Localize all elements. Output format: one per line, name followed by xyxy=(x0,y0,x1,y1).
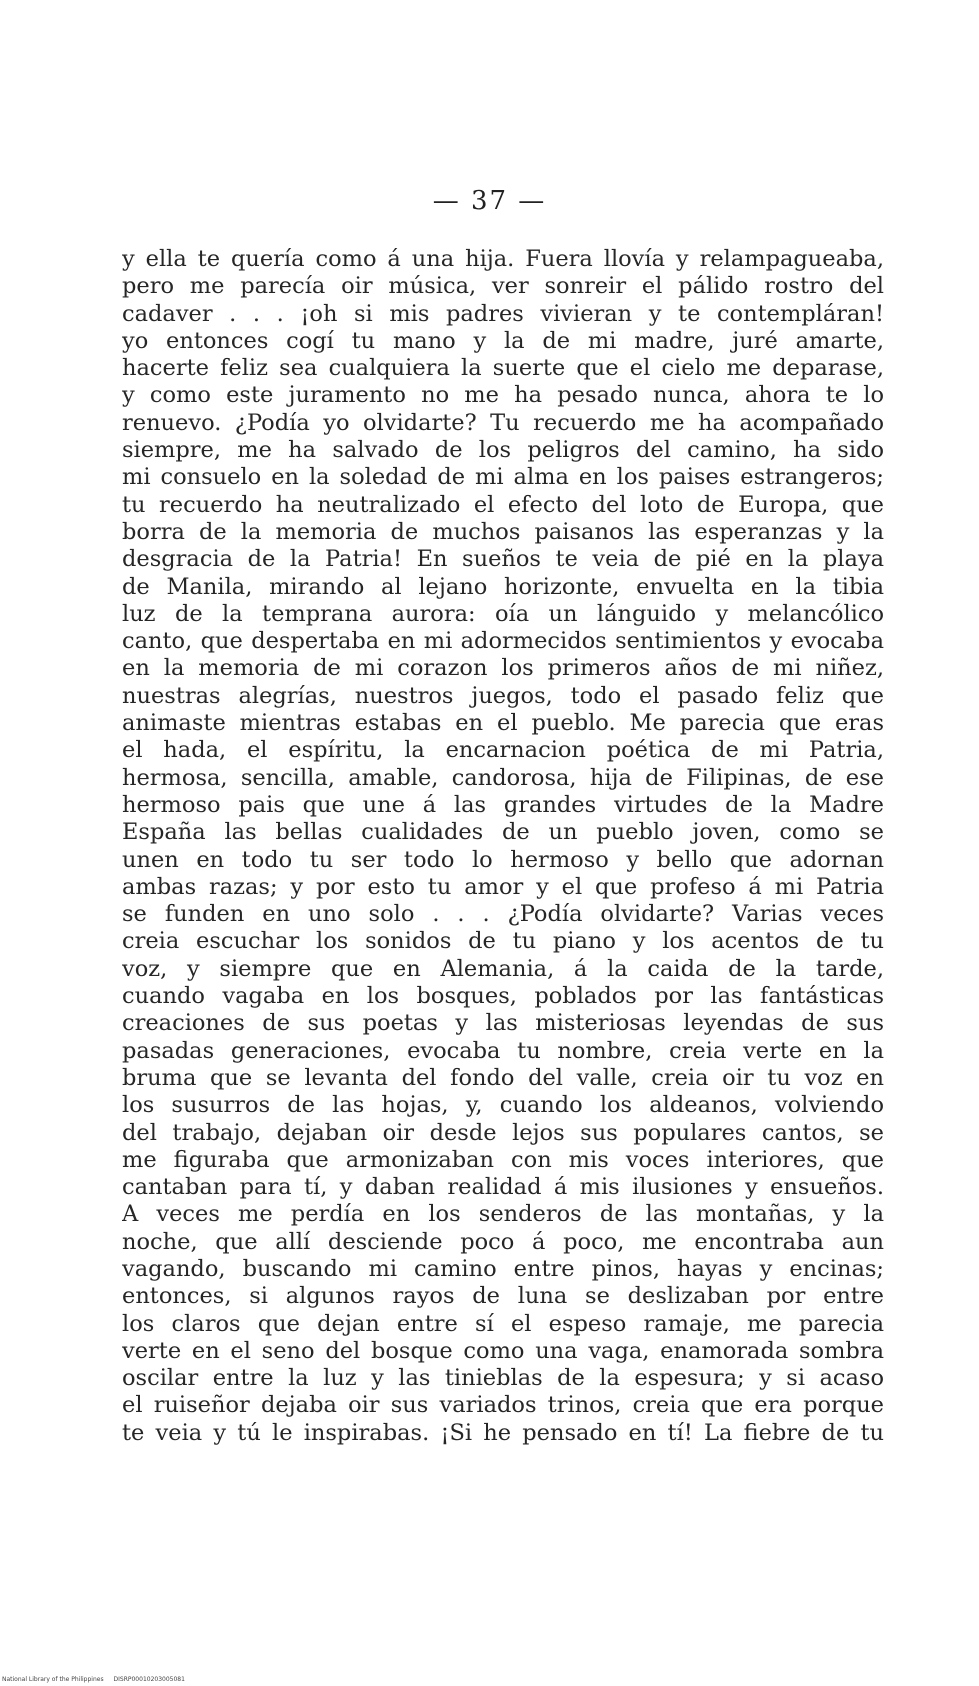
text-line: yo entonces cogí tu mano y la de mi madre, juré amarte, xyxy=(122,327,884,354)
text-line: mi consuelo en la soledad de mi alma en los paises estrangeros; xyxy=(122,464,884,491)
text-line: el hada, el espíritu, la encarnacion poética de mi Patria, xyxy=(122,737,884,764)
text-line: oscilar entre la luz y las tinieblas de la espesura; y si acaso xyxy=(122,1365,884,1392)
text-line: de Manila, mirando al lejano horizonte, envuelta en la tibia xyxy=(122,573,884,600)
text-line: siempre, me ha salvado de los peligros del camino, ha sido xyxy=(122,437,884,464)
text-line: nuestras alegrías, nuestros juegos, todo el pasado feliz que xyxy=(122,682,884,709)
footer-library: National Library of the Philippines xyxy=(2,1676,104,1683)
page-number: — 37 — xyxy=(432,186,547,216)
footer-watermark xyxy=(2,1676,193,1683)
text-line: bruma que se levanta del fondo del valle, creia oir tu voz en xyxy=(122,1064,884,1091)
text-line: renuevo. ¿Podía yo olvidarte? Tu recuerdo me ha acompañado xyxy=(122,409,884,436)
text-line: los susurros de las hojas, y, cuando los aldeanos, volviendo xyxy=(122,1092,884,1119)
text-line: borra de la memoria de muchos paisanos las esperanzas y la xyxy=(122,518,884,545)
text-line: voz, y siempre que en Alemania, á la caida de la tarde, xyxy=(122,955,884,982)
text-line: pero me parecía oir música, ver sonreir el pálido rostro del xyxy=(122,273,884,300)
text-line: canto, que despertaba en mi adormecidos sentimientos y evocaba xyxy=(122,628,884,655)
text-line: animaste mientras estabas en el pueblo. Me parecia que eras xyxy=(122,710,884,737)
text-line: del trabajo, dejaban oir desde lejos sus populares cantos, se xyxy=(122,1119,884,1146)
text-line: ambas razas; y por esto tu amor y el que profeso á mi Patria xyxy=(122,873,884,900)
text-line: cuando vagaba en los bosques, poblados por las fantásticas xyxy=(122,983,884,1010)
text-line: cadaver . . . ¡oh si mis padres vivieran y te contempláran! xyxy=(122,300,884,327)
text-line: luz de la temprana aurora: oía un lánguido y melancólico xyxy=(122,600,884,627)
text-line: creaciones de sus poetas y las misteriosas leyendas de sus xyxy=(122,1010,884,1037)
text-line: unen en todo tu ser todo lo hermoso y bello que adornan xyxy=(122,846,884,873)
text-line: me figuraba que armonizaban con mis voces interiores, que xyxy=(122,1146,884,1173)
text-line: se funden en uno solo . . . ¿Podía olvidarte? Varias veces xyxy=(122,901,884,928)
text-line: hermosa, sencilla, amable, candorosa, hija de Filipinas, de ese xyxy=(122,764,884,791)
text-line: verte en el seno del bosque como una vaga, enamorada sombra xyxy=(122,1337,884,1364)
text-line: y como este juramento no me ha pesado nunca, ahora te lo xyxy=(122,382,884,409)
text-line: España las bellas cualidades de un pueblo joven, como se xyxy=(122,819,884,846)
footer-code: DISRP00010203005081 xyxy=(113,1676,185,1683)
text-line: te veia y tú le inspirabas. ¡Si he pensado en tí! La fiebre de tu xyxy=(122,1419,884,1446)
text-line: cantaban para tí, y daban realidad á mis ilusiones y ensueños. xyxy=(122,1174,884,1201)
text-line: y ella te quería como á una hija. Fuera llovía y relampagueaba, xyxy=(122,246,884,272)
text-line: noche, que allí desciende poco á poco, me encontraba aun xyxy=(122,1228,884,1255)
body-text xyxy=(122,246,884,1447)
text-line: el ruiseñor dejaba oir sus variados trinos, creia que era porque xyxy=(122,1392,884,1419)
text-line: pasadas generaciones, evocaba tu nombre, creia verte en la xyxy=(122,1037,884,1064)
text-line: en la memoria de mi corazon los primeros años de mi niñez, xyxy=(122,655,884,682)
text-line: hermoso pais que une á las grandes virtudes de la Madre xyxy=(122,791,884,818)
text-line: vagando, buscando mi camino entre pinos, hayas y encinas; xyxy=(122,1255,884,1282)
text-line: A veces me perdía en los senderos de las montañas, y la xyxy=(122,1201,884,1228)
text-line: desgracia de la Patria! En sueños te veia de pié en la playa xyxy=(122,546,884,573)
text-line: creia escuchar los sonidos de tu piano y los acentos de tu xyxy=(122,928,884,955)
text-line: entonces, si algunos rayos de luna se deslizaban por entre xyxy=(122,1283,884,1310)
text-line: hacerte feliz sea cualquiera la suerte que el cielo me deparase, xyxy=(122,355,884,382)
text-line: los claros que dejan entre sí el espeso ramaje, me parecia xyxy=(122,1310,884,1337)
text-line: tu recuerdo ha neutralizado el efecto del loto de Europa, que xyxy=(122,491,884,518)
